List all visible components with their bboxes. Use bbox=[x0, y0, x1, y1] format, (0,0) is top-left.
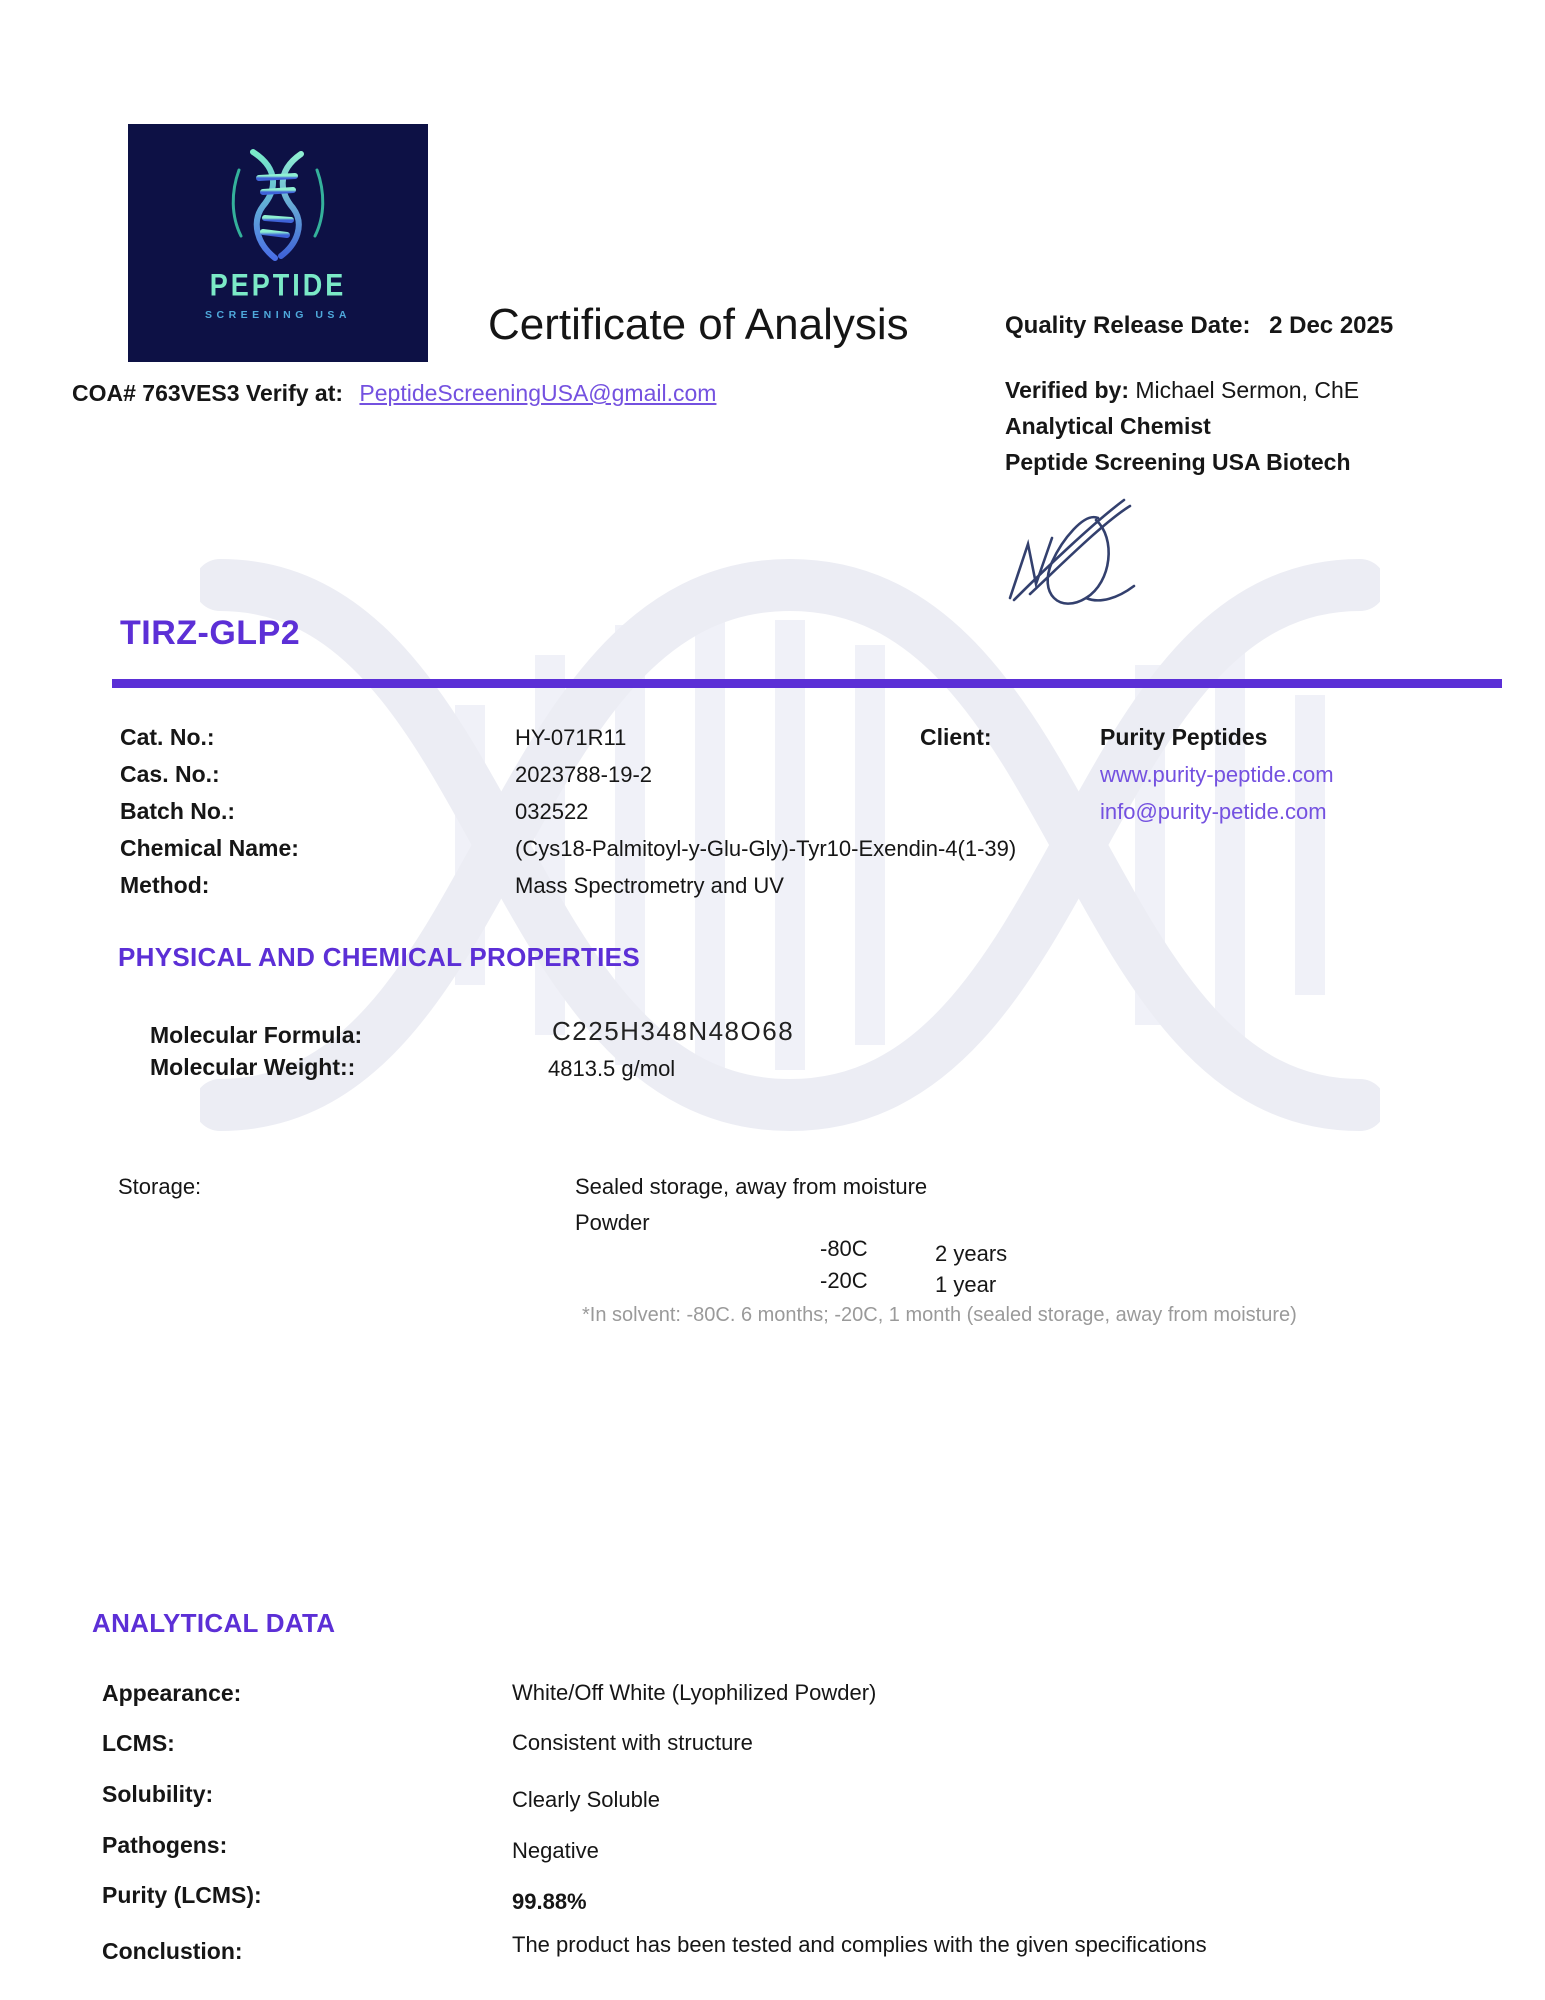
verifier-title: Analytical Chemist bbox=[1005, 413, 1211, 439]
batch-no-label: Batch No.: bbox=[120, 798, 235, 824]
document-title: Certificate of Analysis bbox=[488, 300, 909, 349]
cat-no-value: HY-071R11 bbox=[515, 725, 627, 750]
molecular-weight-label: Molecular Weight:: bbox=[150, 1054, 356, 1080]
solubility-value: Clearly Soluble bbox=[512, 1787, 660, 1812]
cas-no-value: 2023788-19-2 bbox=[515, 762, 653, 787]
solubility-label: Solubility: bbox=[102, 1781, 214, 1807]
conclusion-label: Conclustion: bbox=[102, 1938, 243, 1964]
verifier-organization: Peptide Screening USA Biotech bbox=[1005, 449, 1351, 475]
method-value: Mass Spectrometry and UV bbox=[515, 873, 784, 898]
storage-label: Storage: bbox=[118, 1174, 202, 1199]
solvent-storage-note: *In solvent: -80C. 6 months; -20C, 1 month (sealed storage, away from moisture) bbox=[582, 1304, 1297, 1326]
molecular-formula-value: C225H348N48O68 bbox=[552, 1016, 795, 1046]
chemical-name-value: (Cys18-Palmitoyl-y-Glu-Gly)-Tyr10-Exendin-4(1-39) bbox=[515, 836, 1017, 861]
batch-no-value: 032522 bbox=[515, 799, 589, 824]
molecular-formula-label: Molecular Formula: bbox=[150, 1022, 363, 1048]
purity-label: Purity (LCMS): bbox=[102, 1882, 262, 1908]
cas-no-label: Cas. No.: bbox=[120, 761, 220, 787]
purity-value: 99.88% bbox=[512, 1889, 587, 1914]
quality-release-line bbox=[1005, 312, 1393, 340]
quality-release-label: Quality Release Date: bbox=[1005, 312, 1251, 339]
analytical-data-heading: ANALYTICAL DATA bbox=[92, 1608, 336, 1638]
molecular-weight-value: 4813.5 g/mol bbox=[548, 1056, 676, 1081]
verify-email-link[interactable]: PeptideScreeningUSA@gmail.com bbox=[359, 380, 717, 406]
product-name: TIRZ-GLP2 bbox=[120, 614, 301, 652]
method-label: Method: bbox=[120, 872, 210, 898]
pathogens-value: Negative bbox=[512, 1838, 599, 1863]
client-website-link[interactable]: www.purity-peptide.com bbox=[1100, 762, 1334, 787]
cat-no-label: Cat. No.: bbox=[120, 724, 215, 750]
lcms-value: Consistent with structure bbox=[512, 1730, 753, 1755]
physical-properties-heading: PHYSICAL AND CHEMICAL PROPERTIES bbox=[118, 942, 640, 972]
section-divider bbox=[112, 679, 1502, 688]
storage-temp-1: -80C bbox=[820, 1236, 868, 1261]
appearance-label: Appearance: bbox=[102, 1680, 242, 1706]
storage-duration-2: 1 year bbox=[935, 1272, 997, 1297]
coa-number-label: COA# 763VES3 Verify at: bbox=[72, 380, 344, 406]
signature-image bbox=[1000, 486, 1145, 611]
verified-by-line bbox=[1005, 377, 1359, 404]
chemical-name-label: Chemical Name: bbox=[120, 835, 299, 861]
client-name: Purity Peptides bbox=[1100, 724, 1268, 750]
pathogens-label: Pathogens: bbox=[102, 1832, 228, 1858]
appearance-value: White/Off White (Lyophilized Powder) bbox=[512, 1680, 877, 1705]
storage-condition: Sealed storage, away from moisture bbox=[575, 1174, 928, 1199]
coa-verify-line bbox=[72, 380, 716, 407]
logo-brand-text: PEPTIDE bbox=[209, 267, 347, 303]
client-label: Client: bbox=[920, 724, 992, 750]
storage-duration-1: 2 years bbox=[935, 1241, 1008, 1266]
company-logo bbox=[128, 124, 428, 362]
verified-by-label: Verified by: bbox=[1005, 377, 1129, 403]
storage-temp-2: -20C bbox=[820, 1268, 868, 1293]
storage-form: Powder bbox=[575, 1210, 650, 1235]
dna-watermark-icon bbox=[200, 545, 1380, 1185]
quality-release-date: 2 Dec 2025 bbox=[1269, 312, 1394, 339]
verified-by-name: Michael Sermon, ChE bbox=[1135, 377, 1360, 403]
logo-subtitle-text: SCREENING USA bbox=[204, 309, 351, 321]
lcms-label: LCMS: bbox=[102, 1730, 175, 1756]
conclusion-value: The product has been tested and complies with the given specifications bbox=[512, 1932, 1207, 1957]
client-email-link[interactable]: info@purity-petide.com bbox=[1100, 799, 1327, 824]
dna-logo-icon bbox=[223, 140, 333, 266]
